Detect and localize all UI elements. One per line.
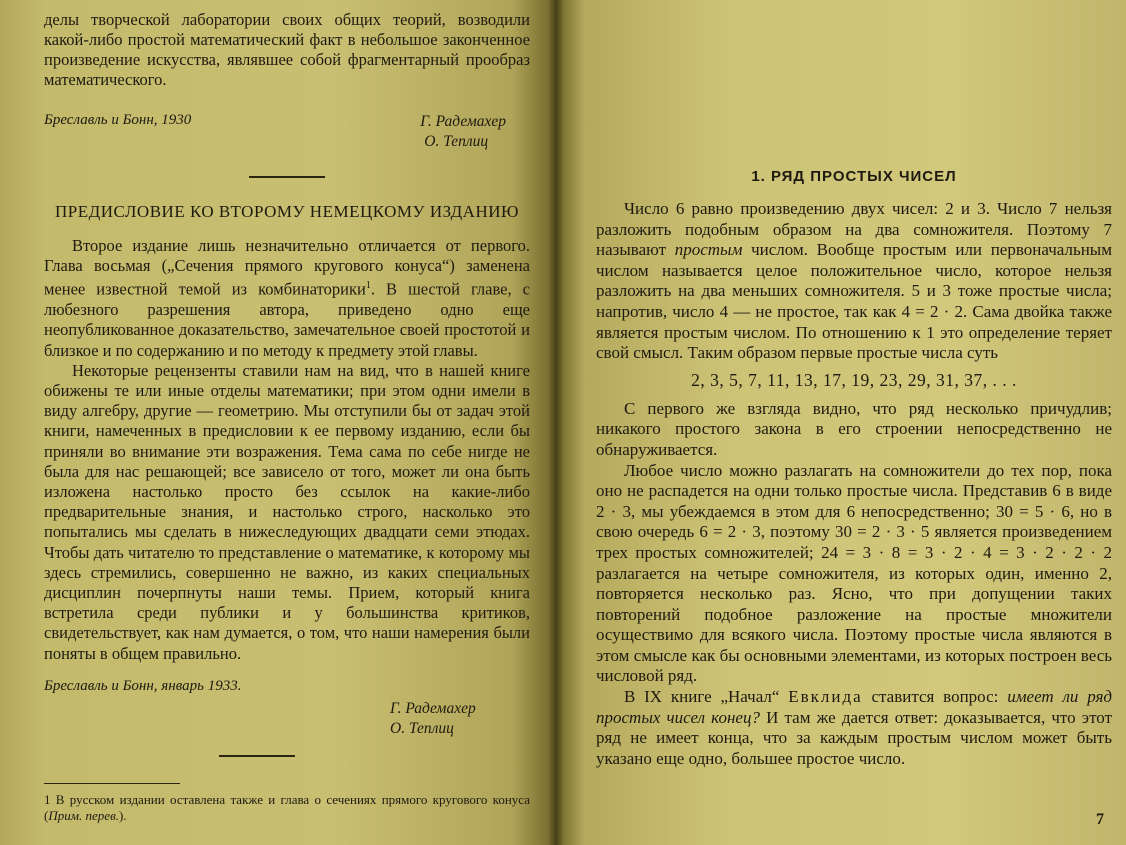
preface-paragraph-2: Некоторые рецензенты ставили нам на вид, что в нашей книге обижены те или иные отделы математики; при этом одни имели в виду алгебру, другие — геометрию. Мы отступили бы от задач этой книги, намеченных в предисловии к ее первому изданию, если бы приняли во внимание эти возражения. Тема сама по себе нигде не была для нас решающей; все зависело от того, может ли она быть изложена настолько просто без ссылок на какие-либо предварительные знания, и настолько строго, насколько это попытались мы сделать в нижеследующих двадцати семи этюдах. Чтобы дать читателю то представление о математике, к которому мы здесь стремились, совершенно не важно, из каких специальных дисциплин почерпнуты наши темы. Прием, который книга встретила среди публики и у большинства критиков, свидетельствует, как нам думается, о том, что наши намерения были поняты в общем правильно.: [44, 360, 530, 663]
preface-heading: ПРЕДИСЛОВИЕ КО ВТОРОМУ НЕМЕЦКОМУ ИЗДАНИЮ: [55, 202, 519, 221]
right-page: [556, 0, 1126, 845]
prime-definition-paragraph: [596, 199, 1112, 364]
paragraph-1-continuation: . В шестой главе, с любезного разрешения автора, приведено одно еще неопубликованное доказательство, замечательное своей простотой и близкое и по содержанию и по методу к предмету этой главы.: [44, 279, 530, 360]
para-1-end: числом. Вообще простым или первоначальным числом называется целое положительное число, которое нельзя разложить на два меньших сомножителя. 5 и 3 тоже простые числа; напротив, число 4 — не простое, так как 4 = 2 · 2. Сама двойка также является простым числом. По отношению к 1 это определение теряет свой смысл. Таким образом первые простые числа суть: [596, 240, 1112, 363]
para-1-italic: простым: [674, 240, 743, 260]
place-date-2: Бреславль и Бонн, январь 1933.: [44, 677, 242, 694]
author-2: О. Теплиц: [424, 133, 489, 150]
book-gutter: [548, 0, 564, 845]
factorization-paragraph: Любое число можно разлагать на сомножители до тех пор, пока оно не распадется на одни только простые числа. Представив 6 в виде 2 · 3, мы убеждаемся в этом для 6 непосредственно; 30 = 5 · 6, но в свою очередь 6 = 2 · 3, поэтому 30 = 2 · 3 · 5 является произведением трех простых сомножителей; 24 = 3 · 8 = 3 · 2 · 4 = 3 · 2 · 2 · 2 разлагается на четыре сомножителя, из которых один, именно 2, повторяется несколько раз. Ясно, что при допущении таких повторений подобное разложение на простые множители осуществимо для всякого числа. Поэтому простые числа являются в этом смысле как бы основными элементами, из которых построен весь числовой ряд.: [596, 460, 1112, 686]
section-divider: [249, 176, 325, 178]
author-1: Г. Радемахер: [420, 113, 506, 130]
paragraph-1-text: Второе издание лишь незначительно отличается от первого. Глава восьмая („Сечения прямого кругового конуса“) заменена менее известной темой из комбинаторики: [44, 236, 530, 299]
left-page: [0, 0, 556, 845]
para-4-start: В IX книге „Начал“: [624, 687, 789, 707]
section-title: 1. РЯД ПРОСТЫХ ЧИСЕЛ: [751, 168, 957, 185]
para-4-question: имеет ли ряд простых чисел конец?: [596, 687, 1112, 727]
preface-paragraph-1: [44, 236, 530, 361]
para-1-start: Число 6 равно произведению двух чисел: 2 и 3. Число 7 нельзя разложить подобным образом на два сомножителя. Поэтому 7 называют: [596, 199, 1112, 260]
para-4-mid: ставится вопрос:: [862, 687, 1008, 707]
sequence-paragraph: С первого же взгляда видно, что ряд несколько причудлив; никакого простого закона в его строении непосредственно не обнаруживается.: [596, 398, 1112, 459]
authors-1: [420, 112, 506, 152]
authors-2: [390, 699, 530, 739]
author-1b: Г. Радемахер: [390, 699, 476, 717]
closing-divider: [219, 755, 295, 757]
euclid-name: Евклида: [788, 687, 863, 707]
intro-paragraph: делы творческой лаборатории своих общих теорий, возводили какой-либо простой математический факт в небольшое законченное произведение искусства, являвшее собой фрагментарный прообраз математического.: [44, 10, 530, 89]
footnote-text: 1 В русском издании оставлена также и глава о сечениях прямого кругового конуса (: [44, 791, 530, 823]
footnote-rule: [44, 783, 180, 784]
signature-block-1: [44, 112, 530, 152]
euclid-paragraph: [596, 687, 1112, 769]
prime-sequence: 2, 3, 5, 7, 11, 13, 17, 19, 23, 29, 31, 37, . . .: [691, 369, 1017, 390]
place-date-1: Бреславль и Бонн, 1930: [44, 112, 192, 128]
footnote-mark: 1: [365, 280, 371, 292]
footnote-italic: Прим. перев.: [48, 807, 119, 823]
author-2b: О. Теплиц: [390, 719, 454, 737]
para-4-end: И там же дается ответ: доказывается, что этот ряд не имеет конца, что за каждым простым числом может быть указано еще одно, большее простое число.: [596, 707, 1112, 768]
footnote: [44, 792, 530, 824]
footnote-end: ).: [118, 807, 127, 823]
page-number: 7: [1096, 811, 1104, 828]
